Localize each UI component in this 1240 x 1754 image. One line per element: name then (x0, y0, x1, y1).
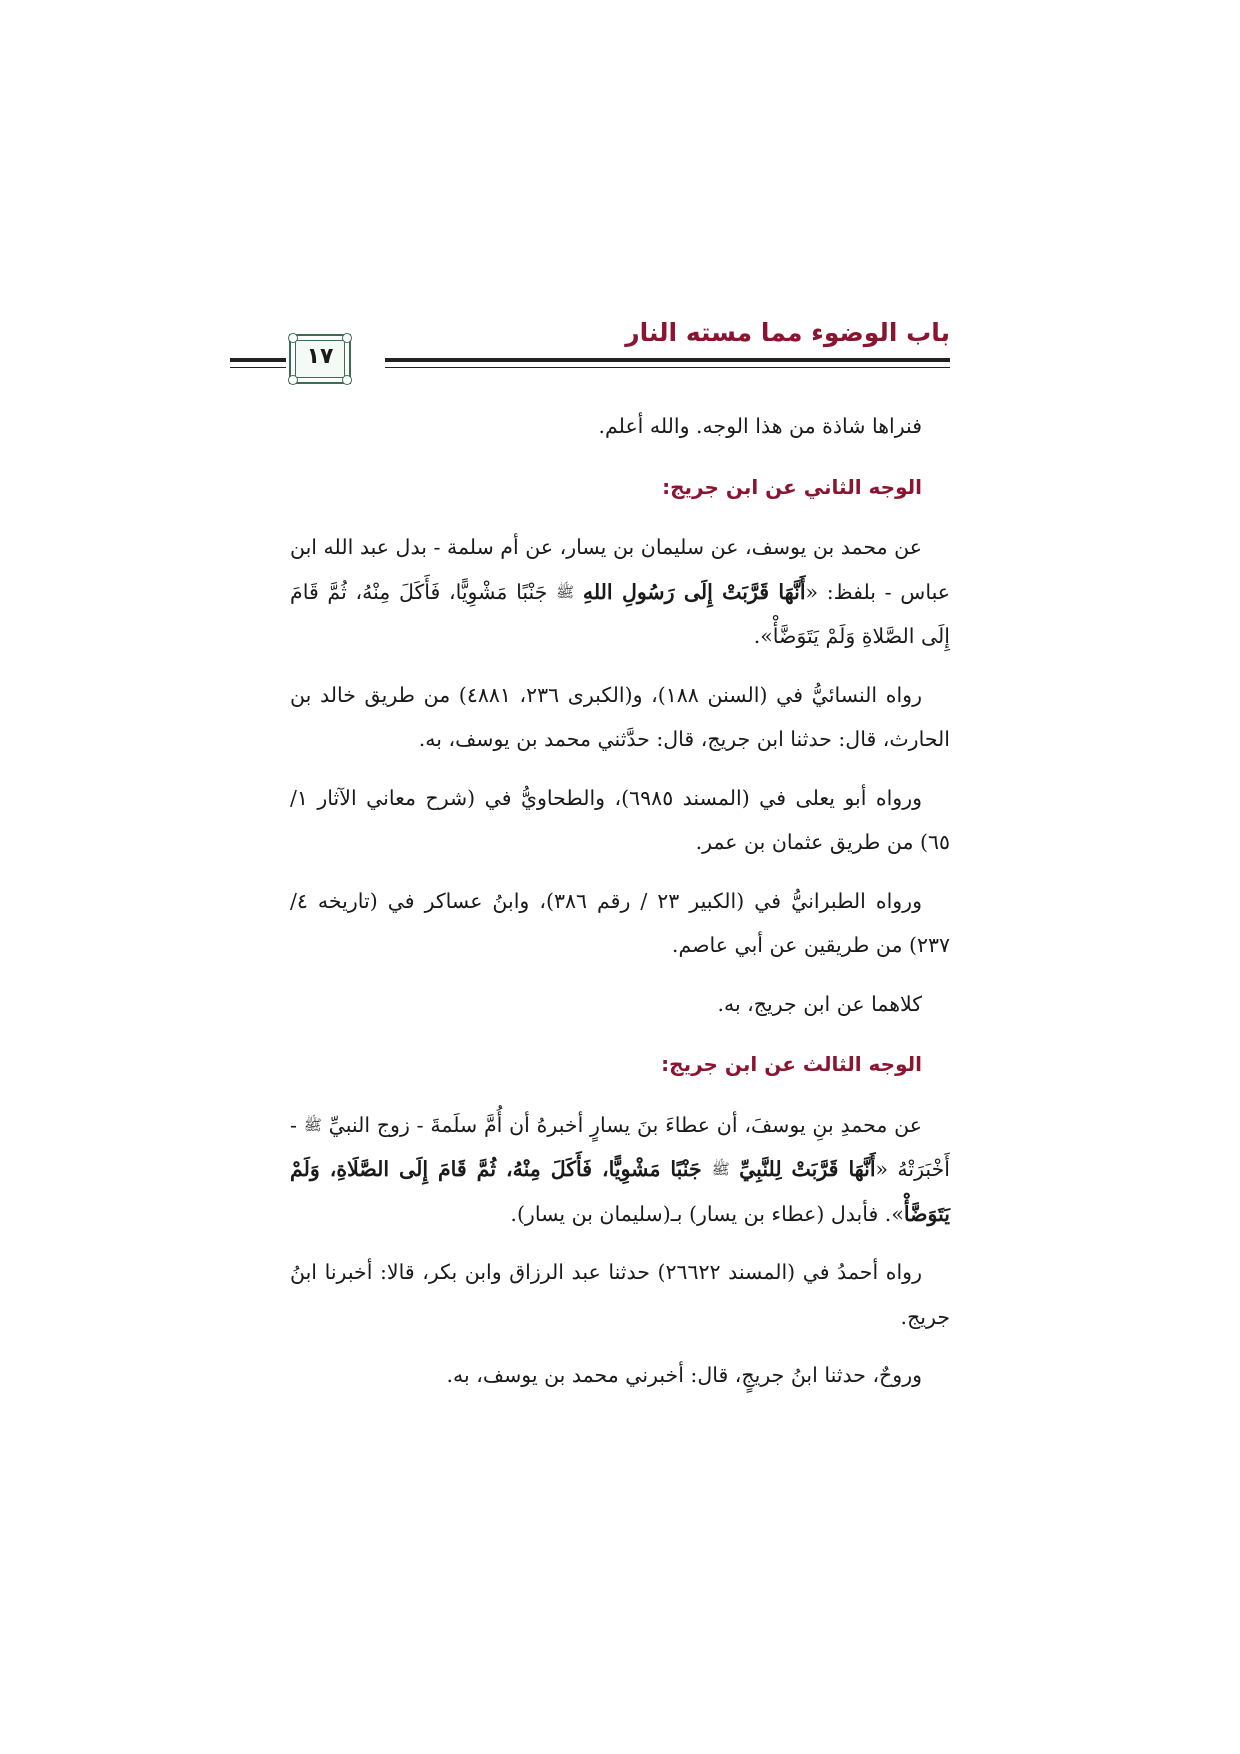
paragraph-7-mid: - أَخْبَرَتْهُ « (290, 1112, 950, 1181)
paragraph-9: وروحٌ، حدثنا ابنُ جريجٍ، قال: أخبرني محمد بن يوسف، به. (446, 1363, 922, 1387)
page-number-frame (289, 334, 351, 384)
corner-ornament-icon (288, 375, 298, 385)
salawat-icon: ﷺ (556, 582, 575, 601)
paragraph-2-intro: عن محمد بن يوسف، عن سليمان بن يسار، عن أم سلمة - بدل عبد الله ابن عباس - بلفظ: « (290, 535, 950, 604)
section-heading-third-way: الوجه الثالث عن ابن جريج: (661, 1052, 922, 1076)
hadith-quote-rest: جَنْبًا مَشْوِيًّا، فَأَكَلَ مِنْهُ، ثُمَّ قَامَ إِلَى الصَّلاةِ وَلَمْ يَتَوَضَّأْ». (290, 579, 950, 648)
paragraph-6: كلاهما عن ابن جريج، به. (717, 991, 922, 1016)
paragraph-2 (290, 525, 950, 659)
hadith-quote: أَنَّهَا قَرَّبَتْ لِلنَّبِيِّ (739, 1157, 876, 1181)
header-rule-left-thick (230, 358, 286, 362)
section-heading-second-way: الوجه الثاني عن ابن جريج: (662, 474, 922, 499)
header-rule-thick (385, 358, 950, 362)
salawat-icon: ﷺ (711, 1160, 730, 1178)
paragraph-7-end: ». فأبدل (عطاء بن يسار) بـ(سليمان بن يسار). (510, 1201, 904, 1226)
hadith-quote-rest: جَنْبًا مَشْوِيًّا، فَأَكَلَ مِنْهُ، ثُمَّ قَامَ إِلَى الصَّلَاةِ، وَلَمْ يَتَوَضَّأْ (290, 1157, 950, 1226)
header-rule-thin (385, 367, 950, 368)
corner-ornament-icon (342, 375, 352, 385)
hadith-quote: أَنَّهَا قَرَّبَتْ إِلَى رَسُولِ اللهِ (582, 579, 806, 604)
paragraph-1: فنراها شاذة من هذا الوجه. والله أعلم. (598, 414, 922, 438)
page-number: ١٧ (306, 344, 334, 369)
paragraph-5: ورواه الطبرانيُّ في (الكبير ٢٣ / رقم ٣٨٦)، وابنُ عساكر في (تاريخه ٤/ ٢٣٧) من طريقين عن أبي عاصم. (290, 888, 950, 957)
paragraph-8: رواه أحمدُ في (المسند ٢٦٦٢٢) حدثنا عبد الرزاق وابن بكر، قالا: أخبرنا ابنُ جريج. (290, 1260, 950, 1329)
page-body (290, 404, 950, 1412)
corner-ornament-icon (342, 333, 352, 343)
chapter-title: باب الوضوء مما مسته النار (625, 318, 950, 347)
paragraph-7 (290, 1103, 950, 1237)
paragraph-4: ورواه أبو يعلى في (المسند ٦٩٨٥)، والطحاويُّ في (شرح معاني الآثار ١/ ٦٥) من طريق عثمان بن عمر. (290, 785, 950, 854)
paragraph-3: رواه النسائيُّ في (السنن ١٨٨)، و(الكبرى ٢٣٦، ٤٨٨١) من طريق خالد بن الحارث، قال: حدثنا ابن جريج، قال: حدَّثني محمد بن يوسف، به. (290, 682, 950, 751)
paragraph-7-intro: عن محمدِ بنِ يوسفَ، أن عطاءَ بنَ يسارٍ أخبرهُ أن أُمَّ سلَمةَ - زوج النبيِّ (328, 1112, 922, 1137)
corner-ornament-icon (288, 333, 298, 343)
header-rule-left-thin (230, 367, 286, 368)
salawat-icon: ﷺ (303, 1115, 322, 1134)
